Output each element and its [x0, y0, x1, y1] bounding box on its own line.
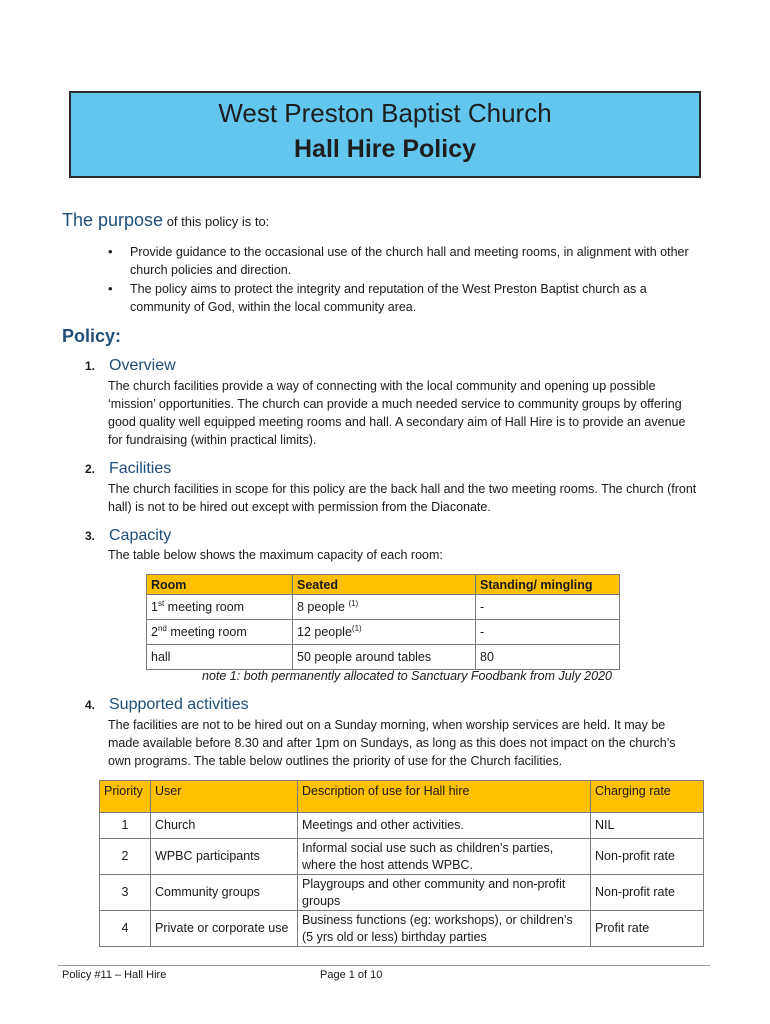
seated-cell: 12 people$^{(1)}$ [293, 620, 476, 645]
standing-cell: 80 [476, 645, 620, 670]
section-number: 3. [85, 529, 96, 543]
priority-cell: 2 [100, 839, 151, 875]
section-number: 2. [85, 462, 96, 476]
policy-title: Hall Hire Policy [293, 135, 477, 163]
charging-cell: NIL [591, 813, 704, 839]
section-title: Facilities [109, 460, 172, 477]
section-title: Supported activities [109, 696, 249, 713]
standing-cell: - [476, 620, 620, 645]
purpose-intro [62, 210, 269, 231]
table-row [100, 839, 704, 875]
description-cell: Business functions (eg: workshops), or children’s (5 yrs old or less) birthday parties [298, 911, 591, 947]
purpose-rest: of this policy is to: [163, 214, 270, 229]
activities-table [99, 780, 704, 947]
section-number: 1. [85, 359, 96, 373]
section-heading-facilities [85, 460, 171, 478]
section-text-overview: The church facilities provide a way of connecting with the local community and opening up possible ‘mission’ opportunities. The church can provide a much needed service to community groups by offering good quality well equipped meeting rooms and hall. A secondary aim of Hall Hire is to provide an avenue for fundraising (within practical limits). [108, 379, 686, 447]
section-text-activities: The facilities are not to be hired out on a Sunday morning, when worship services are held. It may be made available before 8.30 and after 1pm on Sundays, as long as this does not impact on the church’s own programs. The table below outlines the priority of use for the Church facilities. [108, 718, 676, 768]
priority-cell: 3 [100, 875, 151, 911]
section-heading-overview [85, 357, 176, 375]
table-row [100, 875, 704, 911]
table-row [147, 595, 620, 620]
capacity-note: note 1: both permanently allocated to Sanctuary Foodbank from July 2020 [202, 669, 612, 683]
policy-heading: Policy: [62, 326, 122, 346]
church-name: West Preston Baptist Church [218, 98, 552, 128]
description-cell: Playgroups and other community and non-profit groups [298, 875, 591, 911]
column-header: Room [147, 575, 293, 595]
charging-cell: Profit rate [591, 911, 704, 947]
user-cell: Private or corporate use [151, 911, 298, 947]
list-item: • Provide guidance to the occasional use of the church hall and meeting rooms, in alignment with other church policies and direction. [108, 243, 708, 279]
title-box [69, 91, 701, 178]
table-row [147, 620, 620, 645]
charging-cell: Non-profit rate [591, 875, 704, 911]
room-cell: 1st meeting room [147, 595, 293, 620]
user-cell: Community groups [151, 875, 298, 911]
footer-divider [58, 965, 710, 966]
section-number: 4. [85, 698, 96, 712]
table-header-row [100, 781, 704, 813]
capacity-table [146, 574, 620, 670]
footer-page-number: Page 1 of 10 [320, 969, 383, 981]
priority-cell: 4 [100, 911, 151, 947]
list-item: • The policy aims to protect the integrity and reputation of the West Preston Baptist church as a community of God, within the local community area. [108, 280, 708, 316]
section-title: Capacity [109, 527, 172, 544]
user-cell: WPBC participants [151, 839, 298, 875]
table-row [100, 911, 704, 947]
description-cell: Informal social use such as children’s parties, where the host attends WPBC. [298, 839, 591, 875]
section-heading-capacity [85, 527, 171, 545]
room-cell: 2nd meeting room [147, 620, 293, 645]
seated-cell: 50 people around tables [293, 645, 476, 670]
table-header-row [147, 575, 620, 595]
column-header: Charging rate [591, 781, 704, 813]
section-title: Overview [109, 357, 176, 374]
table-row [147, 645, 620, 670]
column-header: User [151, 781, 298, 813]
column-header: Standing/ mingling [476, 575, 620, 595]
table-row [100, 813, 704, 839]
user-cell: Church [151, 813, 298, 839]
purpose-bullets [108, 243, 708, 317]
footer-policy-label: Policy #11 – Hall Hire [62, 969, 167, 981]
room-cell: hall [147, 645, 293, 670]
section-heading-activities [85, 696, 249, 714]
column-header: Description of use for Hall hire [298, 781, 591, 813]
column-header: Priority [100, 781, 151, 813]
section-text-facilities: The church facilities in scope for this policy are the back hall and the two meeting rooms. The church (front hall) is not to be hired out except with permission from the Diaconate. [108, 482, 697, 514]
standing-cell: - [476, 595, 620, 620]
priority-cell: 1 [100, 813, 151, 839]
column-header: Seated [293, 575, 476, 595]
purpose-heading: The purpose [62, 210, 164, 230]
section-text-capacity: The table below shows the maximum capacity of each room: [108, 548, 443, 562]
description-cell: Meetings and other activities. [298, 813, 591, 839]
charging-cell: Non-profit rate [591, 839, 704, 875]
seated-cell: 8 people $^{(1)}$ [293, 595, 476, 620]
